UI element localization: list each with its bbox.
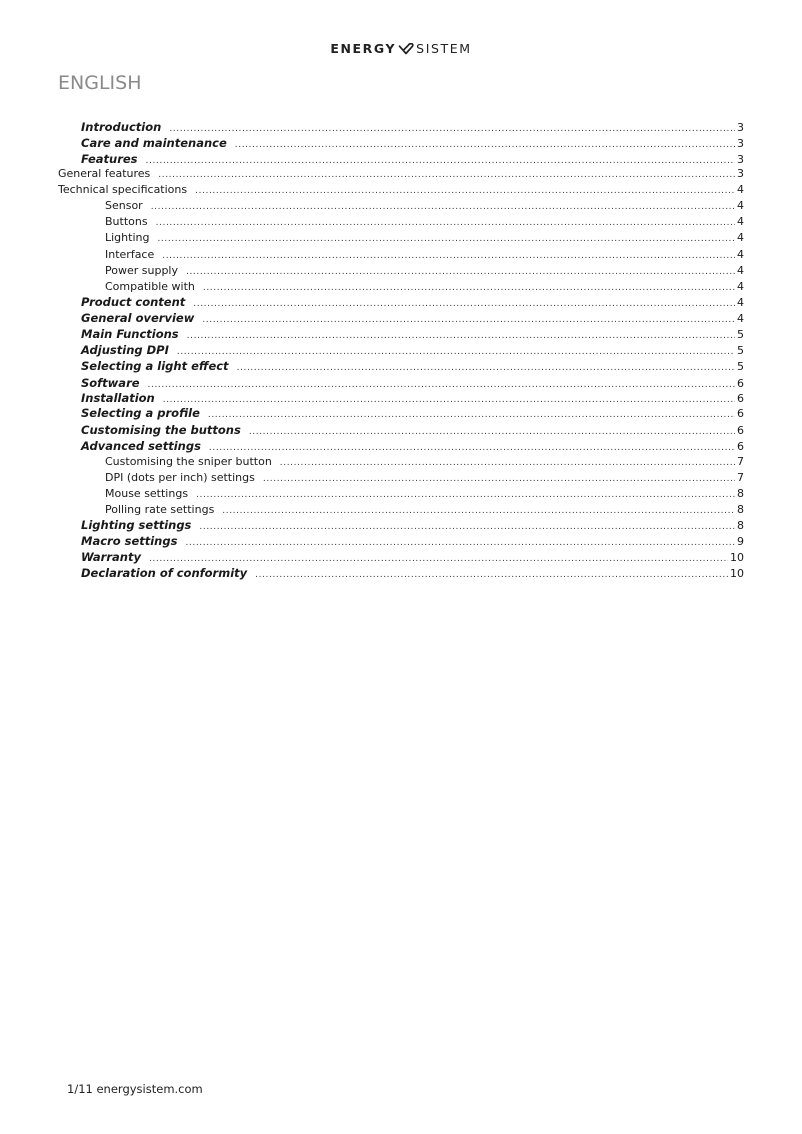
toc-entry-page: 6 (737, 377, 744, 390)
toc-entry[interactable] (81, 438, 744, 454)
toc-entry[interactable] (81, 326, 744, 342)
toc-entry-title: General overview (81, 311, 195, 325)
toc-entry[interactable] (105, 279, 744, 295)
toc-entry[interactable] (81, 422, 744, 438)
toc-entry[interactable] (58, 182, 744, 198)
page-footer: 1/11 energysistem.com (67, 1082, 203, 1096)
toc-entry-title: Installation (81, 391, 155, 405)
toc-dot-leader (196, 487, 735, 503)
toc-entry-title: Mouse settings (105, 487, 189, 500)
toc-entry-title: Care and maintenance (81, 136, 227, 150)
toc-entry-page: 3 (737, 167, 744, 180)
brand-name-right: SISTEM (416, 41, 472, 56)
toc-dot-leader (208, 407, 735, 423)
toc-entry-page: 4 (737, 199, 744, 212)
brand-logo (0, 40, 802, 58)
page-heading: ENGLISH (58, 72, 142, 94)
toc-entry[interactable] (105, 230, 744, 246)
toc-entry-page: 8 (737, 487, 744, 500)
toc-entry-title: General features (58, 167, 151, 180)
toc-entry-page: 5 (737, 360, 744, 373)
toc-entry-title: Lighting settings (81, 518, 192, 532)
toc-entry-title: Power supply (105, 264, 178, 277)
toc-entry[interactable] (81, 565, 744, 581)
toc-entry-title: Polling rate settings (105, 503, 215, 516)
toc-entry-page: 4 (737, 264, 744, 277)
toc-entry-title: Declaration of conformity (81, 566, 248, 580)
toc-entry-page: 6 (737, 440, 744, 453)
toc-entry-title: Technical specifications (58, 183, 188, 196)
toc-dot-leader (151, 199, 735, 215)
toc-entry-page: 8 (737, 519, 744, 532)
toc-entry-title: Features (81, 152, 138, 166)
toc-entry-page: 5 (737, 328, 744, 341)
toc-entry[interactable] (105, 263, 744, 279)
toc-entry[interactable] (105, 502, 744, 518)
toc-entry-page: 4 (737, 231, 744, 244)
toc-entry-page: 4 (737, 280, 744, 293)
toc-entry[interactable] (81, 151, 744, 167)
toc-entry[interactable] (105, 486, 744, 502)
toc-entry[interactable] (81, 310, 744, 326)
toc-entry-page: 4 (737, 312, 744, 325)
toc-entry-page: 5 (737, 344, 744, 357)
toc-entry-title: Buttons (105, 215, 148, 228)
toc-dot-leader (255, 567, 728, 583)
toc-dot-leader (156, 215, 735, 231)
toc-entry-title: Macro settings (81, 534, 178, 548)
toc-entry[interactable] (81, 135, 744, 151)
toc-entry-title: Product content (81, 295, 186, 309)
toc-entry[interactable] (81, 549, 744, 565)
toc-entry-title: Software (81, 376, 140, 390)
toc-entry-page: 6 (737, 392, 744, 405)
toc-dot-leader (237, 360, 735, 376)
toc-entry-page: 8 (737, 503, 744, 516)
toc-entry[interactable] (105, 470, 744, 486)
toc-entry-title: Sensor (105, 199, 143, 212)
toc-entry-title: Compatible with (105, 280, 195, 293)
toc-dot-leader (186, 264, 735, 280)
toc-entry[interactable] (81, 342, 744, 358)
toc-entry[interactable] (105, 214, 744, 230)
toc-entry-title: Interface (105, 248, 155, 261)
toc-entry[interactable] (81, 390, 744, 406)
toc-dot-leader (158, 167, 735, 183)
toc-entry-page: 3 (737, 153, 744, 166)
toc-dot-leader (162, 248, 735, 264)
toc-entry[interactable] (105, 198, 744, 214)
toc-entry[interactable] (81, 517, 744, 533)
toc-entry-page: 7 (737, 471, 744, 484)
toc-entry[interactable] (81, 358, 744, 374)
toc-entry[interactable] (81, 294, 744, 310)
toc-entry-page: 10 (730, 551, 744, 564)
toc-entry-page: 7 (737, 455, 744, 468)
toc-dot-leader (195, 183, 735, 199)
toc-entry-page: 9 (737, 535, 744, 548)
toc-entry-title: Lighting (105, 231, 150, 244)
toc-dot-leader (157, 231, 735, 247)
toc-entry-page: 4 (737, 248, 744, 261)
toc-dot-leader (263, 471, 735, 487)
toc-dot-leader (280, 455, 735, 471)
toc-entry-title: Selecting a profile (81, 406, 200, 420)
toc-entry[interactable] (58, 166, 744, 182)
heart-check-icon (398, 43, 414, 55)
toc-entry-title: Advanced settings (81, 439, 201, 453)
toc-entry-page: 4 (737, 183, 744, 196)
toc-entry-page: 6 (737, 407, 744, 420)
toc-entry-title: Selecting a light effect (81, 359, 229, 373)
toc-entry-page: 3 (737, 137, 744, 150)
toc-entry[interactable] (105, 247, 744, 263)
toc-entry[interactable] (81, 119, 744, 135)
brand-name-left: ENERGY (330, 41, 397, 56)
toc-entry[interactable] (81, 533, 744, 549)
toc-entry-title: Warranty (81, 550, 141, 564)
toc-entry-page: 6 (737, 424, 744, 437)
toc-entry-title: DPI (dots per inch) settings (105, 471, 255, 484)
toc-entry-title: Adjusting DPI (81, 343, 169, 357)
toc-entry-page: 10 (730, 567, 744, 580)
toc-entry-title: Customising the buttons (81, 423, 241, 437)
toc-entry[interactable] (81, 375, 744, 391)
toc-entry-page: 4 (737, 296, 744, 309)
toc-entry[interactable] (105, 454, 744, 470)
toc-entry-title: Customising the sniper button (105, 455, 272, 468)
toc-entry[interactable] (81, 405, 744, 421)
toc-entry-page: 3 (737, 121, 744, 134)
toc-entry-title: Main Functions (81, 327, 179, 341)
toc-entry-page: 4 (737, 215, 744, 228)
toc-entry-title: Introduction (81, 120, 162, 134)
